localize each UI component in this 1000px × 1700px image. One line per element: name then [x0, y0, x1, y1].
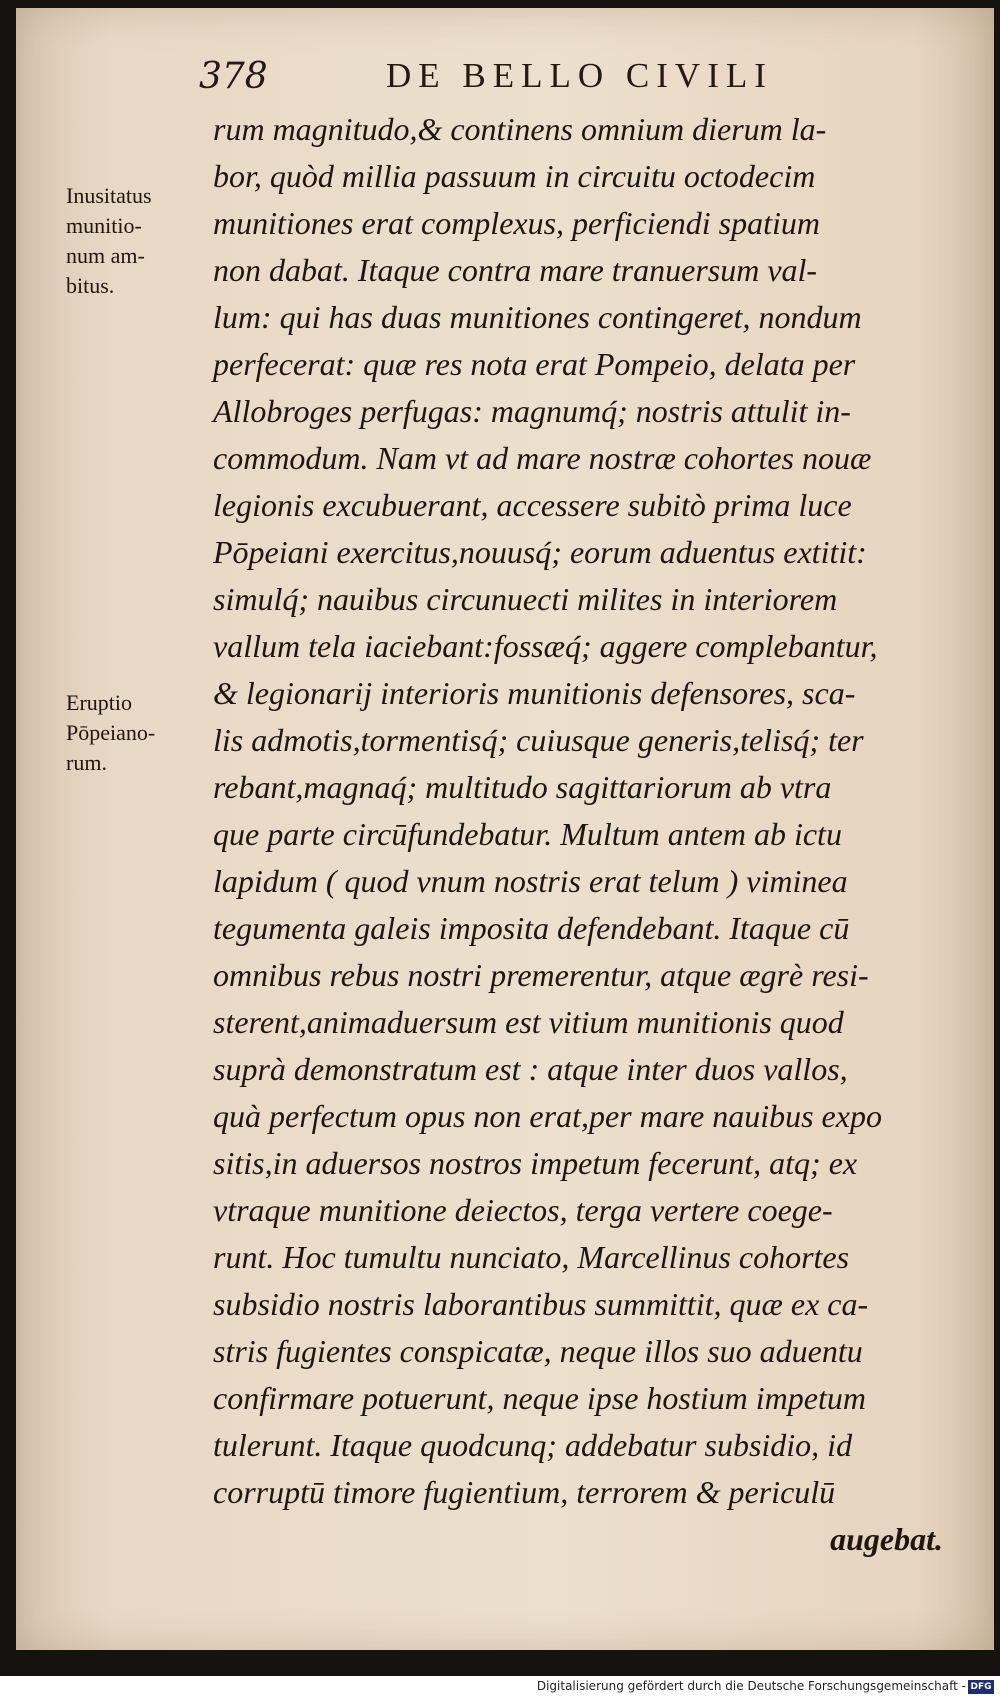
book-page	[16, 8, 994, 1650]
text-line: lum: qui has duas munitiones contingeret, nondum	[213, 299, 862, 335]
margin-note-line: Eruptio	[66, 690, 132, 715]
text-line: sterent,animaduersum est vitium munitionis quod	[213, 1004, 844, 1040]
text-line: Allobroges perfugas: magnumq́; nostris attulit in-	[213, 393, 851, 429]
dfg-logo: DFG	[968, 1680, 994, 1694]
text-line: Pōpeiani exercitus,nouusq́; eorum aduentus extitit:	[213, 534, 867, 570]
text-line: bor, quòd millia passuum in circuitu octodecim	[213, 158, 816, 194]
body-text	[213, 106, 943, 1563]
text-line: perfecerat: quæ res nota erat Pompeio, delata per	[213, 346, 856, 382]
text-line: simulq́; nauibus circunuecti milites in interiorem	[213, 581, 838, 617]
margin-note-line: rum.	[66, 750, 107, 775]
text-line-last: augebat.	[830, 1521, 943, 1557]
text-line: stris fugientes conspicatæ, neque illos suo aduentu	[213, 1333, 863, 1369]
text-line: rum magnitudo,& continens omnium dierum la-	[213, 111, 827, 147]
text-line: sitis,in aduersos nostros impetum fecerunt, atq; ex	[213, 1145, 858, 1181]
margin-note-line: munitio-	[66, 213, 142, 238]
text-line: vallum tela iaciebant:fossæq́; aggere complebantur,	[213, 628, 878, 664]
funding-credit: Digitalisierung gefördert durch die Deutsche Forschungsgemeinschaft -	[536, 1679, 966, 1693]
text-line: corruptū timore fugientium, terrorem & periculū	[213, 1474, 836, 1510]
page-number: 378	[199, 56, 268, 97]
text-line: lapidum ( quod vnum nostris erat telum ) viminea	[213, 863, 848, 899]
text-line: & legionarij interioris munitionis defensores, sca-	[213, 675, 856, 711]
margin-note-line: Inusitatus	[66, 183, 152, 208]
text-line: munitiones erat complexus, perficiendi spatium	[213, 205, 821, 241]
text-line: runt. Hoc tumultu nunciato, Marcellinus cohortes	[213, 1239, 850, 1275]
text-line: lis admotis,tormentisq́; cuiusque generis,telisq́; ter	[213, 722, 864, 758]
text-line: confirmare potuerunt, neque ipse hostium impetum	[213, 1380, 866, 1416]
text-line: quà perfectum opus non erat,per mare nauibus expo	[213, 1098, 882, 1134]
margin-note-inusitatus	[66, 181, 152, 301]
running-head: DE BELLO CIVILI	[386, 56, 773, 95]
text-line: commodum. Nam vt ad mare nostræ cohortes nouæ	[213, 440, 872, 476]
text-line: que parte circūfundebatur. Multum antem ab ictu	[213, 816, 842, 852]
text-line: subsidio nostris laborantibus summittit, quæ ex ca-	[213, 1286, 869, 1322]
margin-note-line: num am-	[66, 243, 145, 268]
text-line: legionis excubuerant, accessere subitò prima luce	[213, 487, 852, 523]
margin-note-line: Pōpeiano-	[66, 720, 156, 745]
text-line: rebant,magnaq́; multitudo sagittariorum ab vtra	[213, 769, 832, 805]
text-line: tulerunt. Itaque quodcunq; addebatur subsidio, id	[213, 1427, 853, 1463]
text-line: omnibus rebus nostri premerentur, atque ægrè resi-	[213, 957, 869, 993]
text-line: vtraque munitione deiectos, terga vertere coege-	[213, 1192, 833, 1228]
text-line: suprà demonstratum est : atque inter duos vallos,	[213, 1051, 848, 1087]
margin-note-eruptio	[66, 688, 155, 778]
text-line: non dabat. Itaque contra mare tranuersum val-	[213, 252, 818, 288]
margin-note-line: bitus.	[66, 273, 115, 298]
text-line: tegumenta galeis imposita defendebant. Itaque cū	[213, 910, 850, 946]
